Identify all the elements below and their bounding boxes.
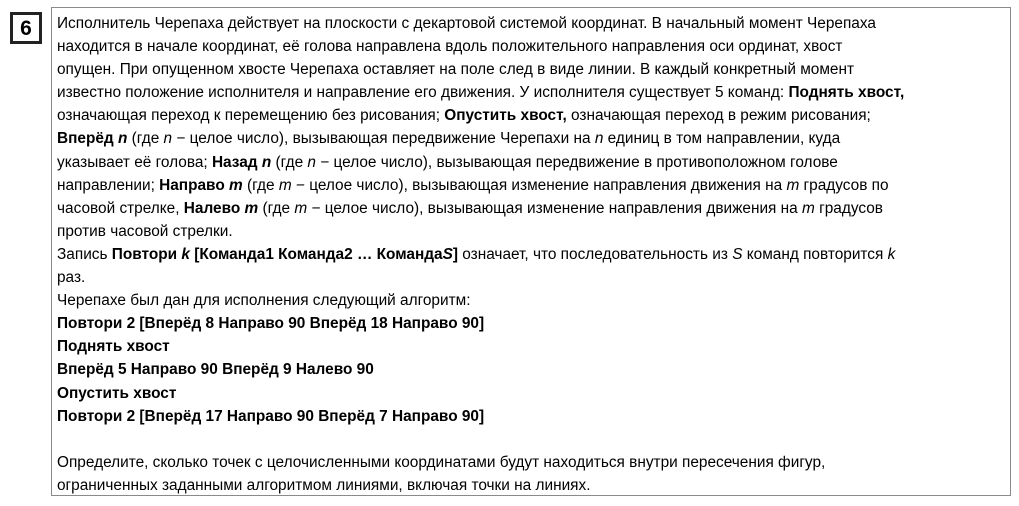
text-line — [57, 58, 1004, 81]
text-segment: против часовой стрелки. — [57, 222, 233, 240]
variable-text: m — [294, 199, 308, 217]
text-segment: Исполнитель Черепаха действует на плоскости с декартовой системой координат. В начальный момент Черепаха — [57, 15, 876, 32]
text-line — [57, 474, 1004, 497]
text-segment: направлении; — [57, 176, 160, 194]
variable-text: k — [887, 245, 896, 263]
variable-text: m — [786, 176, 800, 194]
text-line — [57, 312, 1004, 335]
text-line — [57, 127, 1004, 150]
text-line — [57, 151, 1004, 174]
blank-line — [57, 428, 1004, 451]
text-segment: часовой стрелке, — [57, 199, 184, 217]
variable-text: n — [307, 153, 316, 171]
command-text: [Команда1 Команда2 … Команда — [189, 245, 443, 263]
text-line — [57, 266, 1004, 289]
text-line — [57, 35, 1004, 58]
text-segment: − целое число), вызывающая передвижение Черепахи на — [172, 130, 595, 148]
text-segment: ограниченных заданными алгоритмом линиями, включая точки на линиях. — [57, 476, 591, 494]
command-text: n — [261, 153, 272, 171]
text-segment: Черепахе был дан для исполнения следующий алгоритм: — [57, 292, 471, 310]
variable-text: n — [594, 130, 604, 148]
command-text: ] — [452, 245, 458, 263]
variable-text: n — [163, 130, 173, 148]
text-line — [57, 104, 1004, 127]
variable-text: S — [732, 245, 743, 263]
variable-text: m — [278, 176, 292, 194]
text-segment: Запись — [57, 245, 112, 263]
text-segment: команд повторится — [742, 245, 888, 263]
text-segment: означающая переход к перемещению без рисования; — [57, 107, 445, 125]
text-segment: означающая переход в режим рисования; — [566, 107, 871, 125]
command-text: Поднять хвост, — [788, 84, 905, 102]
command-text: S — [442, 245, 453, 263]
text-line — [57, 81, 1004, 104]
text-line — [57, 220, 1004, 243]
command-text: Поднять хвост — [57, 338, 170, 356]
task-number-badge — [10, 12, 42, 44]
command-text: Опустить хвост, — [444, 107, 567, 125]
text-line — [57, 451, 1004, 474]
text-line — [57, 243, 1004, 266]
text-segment: находится в начале координат, её голова направлена вдоль положительного направления оси ординат, хвост — [57, 38, 843, 56]
command-text: k — [181, 245, 190, 263]
text-segment: указывает её голова; — [57, 153, 212, 171]
command-text: Вперёд 5 Направо 90 Вперёд 9 Налево 90 — [57, 361, 374, 379]
text-line — [57, 12, 1004, 35]
variable-text: m — [802, 199, 815, 217]
command-text: Налево — [183, 199, 245, 217]
text-segment: единиц в том направлении, куда — [603, 130, 841, 148]
command-text: Опустить хвост — [57, 384, 177, 402]
command-text: Повтори 2 [Вперёд 17 Направо 90 Вперёд 7 Направо 90] — [57, 407, 485, 425]
text-line — [57, 197, 1004, 220]
command-text: Назад — [211, 153, 262, 171]
text-segment: означает, что последовательность из — [457, 245, 733, 263]
text-segment: известно положение исполнителя и направление его движения. У исполнителя существует 5 команд: — [57, 84, 789, 102]
command-text: Вперёд — [57, 130, 118, 148]
text-segment: − целое число), вызывающая изменение направления движения на — [291, 176, 787, 194]
text-line — [57, 174, 1004, 197]
command-text: Повтори — [111, 245, 182, 263]
text-segment: Определите, сколько точек с целочисленными координатами будут находиться внутри пересечения фигур, — [57, 453, 826, 471]
command-text: m — [244, 199, 259, 217]
text-segment: опущен. При опущенном хвосте Черепаха оставляет на поле след в виде линии. В каждый конкретный момент — [57, 61, 855, 79]
text-segment: градусов по — [799, 176, 889, 194]
task-number: 6 — [20, 16, 32, 40]
text-line — [57, 405, 1004, 428]
text-segment: (где — [242, 176, 279, 194]
text-segment: (где — [271, 153, 308, 171]
command-text: m — [229, 176, 243, 194]
command-text: Направо — [159, 176, 229, 194]
text-segment: (где — [127, 130, 164, 148]
text-segment: градусов — [814, 199, 883, 217]
text-segment: − целое число), вызывающая изменение направления движения на — [307, 199, 802, 217]
text-line — [57, 289, 1004, 312]
task-text-box — [51, 7, 1011, 496]
text-line — [57, 382, 1004, 405]
text-line — [57, 358, 1004, 381]
command-text: n — [117, 130, 128, 148]
text-line — [57, 335, 1004, 358]
command-text: Повтори 2 [Вперёд 8 Направо 90 Вперёд 18 Направо 90] — [57, 315, 485, 333]
text-segment: раз. — [57, 269, 86, 287]
text-segment: − целое число), вызывающая передвижение в противоположном голове — [315, 153, 838, 171]
text-segment: (где — [258, 199, 295, 217]
